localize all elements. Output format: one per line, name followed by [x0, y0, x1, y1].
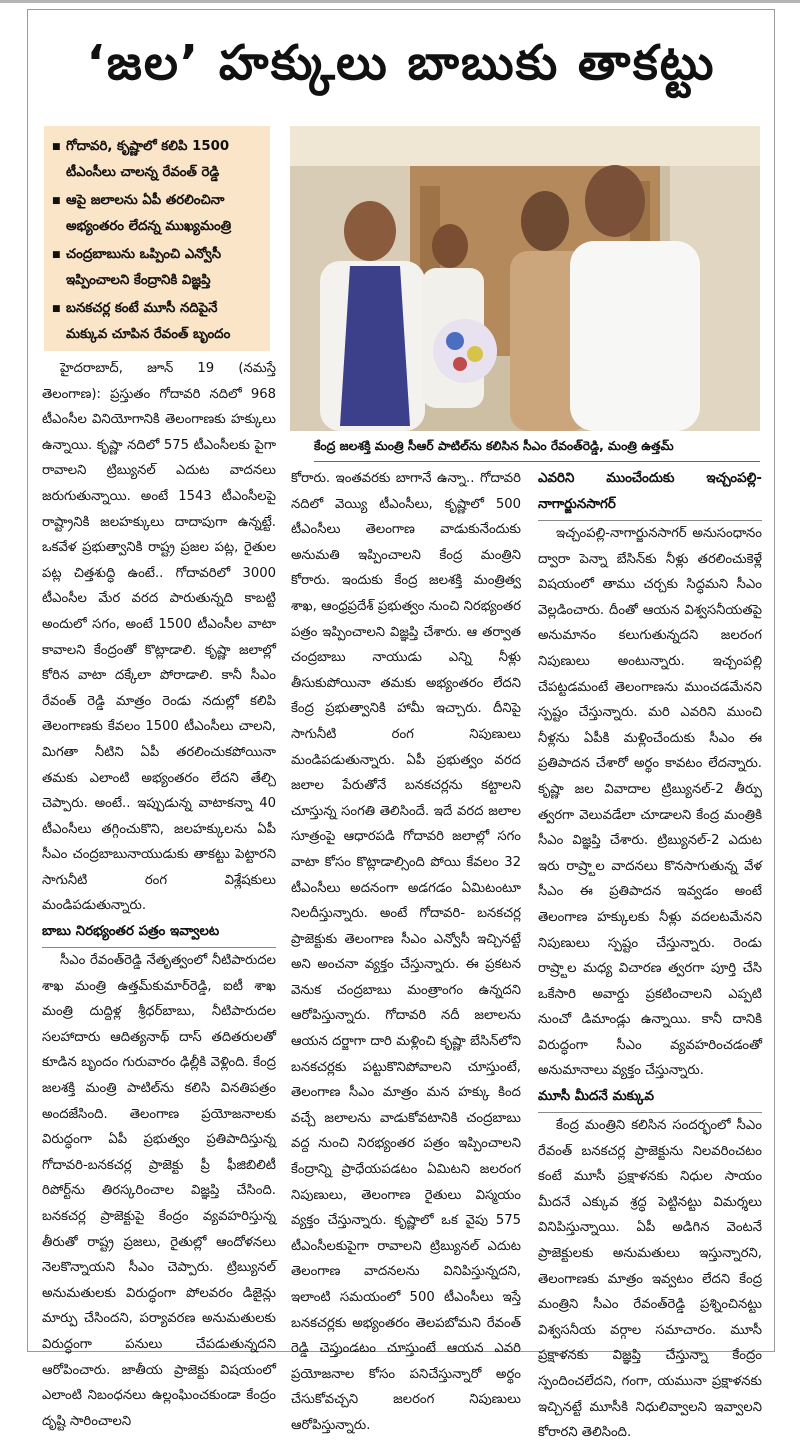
highlight-item: ■ గోదావరి, కృష్ణాలో కలిపి 1500 టీఎంసీలు చాలన్న రేవంత్ రెడ్డి [52, 134, 262, 186]
paragraph: సీఎం రేవంత్‌రెడ్డి నేతృత్వంలో నీటిపారుదల శాఖ మంత్రి ఉత్తమ్‌కుమార్‌రెడ్డి, ఐటీ శాఖ మంత్రి దుద్దిళ్ల శ్రీధర్‌బాబు, నీటిపారుదల సలహాదారు ఆదిత్యనాథ్ దాస్ తదితరులతో కూడిన బృందం గురువారం ఢిల్లీకి వెళ్లింది. కేంద్ర జలశక్తి మంత్రి పాటిల్‌ను కలిసి వినతిపత్రం అందజేసింది. తెలంగాణ ప్రయోజనాలకు విరుద్ధంగా ఏపీ ప్రభుత్వం ప్రతిపాదిస్తున్న గోదావరి-బనకచర్ల ప్రాజెక్టు ప్రీ ఫీజిబిలిటీ రిపోర్ట్‌ను తిరస్కరించాల విజ్ఞప్తి చేసింది. బనకచర్ల ప్రాజెక్టుపై కేంద్రం వ్యవహరిస్తున్న తీరుతో రాష్ట్ర ప్రజలు, రైతుల్లో ఆందోళనలు నెలకొన్నాయని సీఎం చెప్పారు. ట్రిబ్యునల్ అనుమతులకు విరుద్ధంగా పోలవరం డిజైన్లు మార్పు చేసిందని, పర్యావరణ అనుమతులకు విరుద్ధంగా పనులు చేపడుతున్నదని ఆరోపించారు. జాతీయ ప్రాజెక్టు విషయంలో ఎలాంటి నిబంధనలు ఉల్లంఘించకుండా కేంద్రం దృష్టి సారించాలని [42, 953, 276, 1429]
photo-illustration [290, 126, 760, 431]
news-photo [290, 126, 760, 431]
subheading: మూసీ మీదనే మక్కువ [538, 1084, 762, 1113]
highlight-item: ■ చంద్రబాబును ఒప్పించి ఎన్వోసీ ఇప్పించాలని కేంద్రానికి విజ్ఞప్తి [52, 242, 262, 294]
highlights-box [44, 126, 270, 351]
top-rule [0, 0, 800, 3]
subheading: బాబు నిరభ్యంతర పత్రం ఇవ్వాలట [42, 919, 276, 948]
paragraph [42, 356, 276, 919]
paragraph: కోరారు. ఇంతవరకు బాగానే ఉన్నా.. గోదావరి నదిలో వెయ్యి టీఎంసీలు, కృష్ణాలో 500 టీఎంసీలు తెలంగాణ వాడుకునేందుకు అనుమతి ఇప్పించాలని కేంద్ర మంత్రిని కోరారు. ఇందుకు కేంద్ర జలశక్తి మంత్రిత్వ శాఖ, ఆంధ్రప్రదేశ్ ప్రభుత్వం నుంచి నిరభ్యంతర పత్రం ఇప్పించాలని విజ్ఞప్తి చేశారు. ఆ తర్వాత చంద్రబాబు నాయుడు ఎన్ని నీళ్లు తీసుకుపోయినా తమకు అభ్యంతరం లేదని కేంద్ర ప్రభుత్వానికి హామీ ఇచ్చారు. దీనిపై సాగునీటి రంగ నిపుణులు మండిపడుతున్నారు. ఏపీ ప్రభుత్వం వరద జలాల పేరుతోనే బనకచర్లను కట్టాలని చూస్తున్న సంగతి తెలిసిందే. ఇదే వరద జలాల సూత్రంపై ఆధారపడి గోదావరి జలాల్లో సగం వాటా కోసం కొట్లాడాల్సింది పోయి కేవలం 32 టీఎంసీలు అదనంగా అడగడం ఏమిటంటూ నిలదీస్తున్నారు. అంటే గోదావరి- బనకచర్ల ప్రాజెక్టుకు తెలంగాణ సీఎం ఎన్వోసీ ఇచ్చినట్టే అని అంచనా వ్యక్తం చేస్తున్నారు. ఈ ప్రకటన వెనుక చంద్రబాబు మంత్రాంగం ఉన్నదని ఆరోపిస్తున్నారు. గోదావరి నదీ జలాలను ఆయన దర్జాగా దారి మళ్లించి కృష్ణా బేసిన్‌లోని బనకచర్లకు పట్టుకొనిపోవాలని చూస్తుంటే, తెలంగాణ సీఎం మాత్రం మన హక్కు కింద వచ్చే జలాలను వాడుకోవటానికి చంద్రబాబు వద్ద నుంచి నిరభ్యంతర పత్రం ఇప్పించాలని కేంద్రాన్ని ప్రాధేయపడటం ఏమిటని జలరంగ నిపుణులు, తెలంగాణ రైతులు విస్మయం వ్యక్తం చేస్తున్నారు. కృష్ణాలో ఒక వైపు 575 టీఎంసీలకుపైగా రావాలని ట్రిబ్యునల్ ఎదుట తెలంగాణ వాదనలను వినిపిస్తున్నదని, ఇలాంటి సమయంలో 500 టీఎంసీలు ఇస్తే బనకచర్లకు అభ్యంతరం తెలపబోమని రేవంత్ రెడ్డి చెప్తుండటం చూస్తుంటే ఆయన ఎవరి ప్రయోజనాల కోసం పనిచేస్తున్నారో అర్థం చేసుకోవచ్చని జలరంగ నిపుణులు ఆరోపిస్తున్నారు. [291, 471, 521, 1433]
article-column-2 [291, 466, 521, 1439]
paragraph: కేంద్ర మంత్రిని కలిసిన సందర్భంలో సీఎం రేవంత్ బనకచర్ల ప్రాజెక్టును నిలవరించటం కంటే మూసీ ప్రక్షాళనకు నిధుల సాయం మీదనే ఎక్కువ శ్రద్ధ పెట్టినట్టు విమర్శలు వినిపిస్తున్నాయి. ఏపీ అడిగిన వెంటనే ప్రాజెక్టులకు అనుమతులు ఇస్తున్నారని, తెలంగాణకు మాత్రం ఇవ్వటం లేదని కేంద్ర మంత్రిని సీఎం రేవంత్‌రెడ్డి ప్రశ్నించినట్టు విశ్వసనీయ వర్గాల సమాచారం. మూసీ ప్రక్షాళనకు విజ్ఞప్తి చేస్తున్నా కేంద్రం స్పందించలేదని, గంగా, యమునా ప్రక్షాళనకు ఇచ్చినట్టే మూసీకి నిధులివ్వాలని ఇవ్వాలని కోరారని తెలిసింది. [538, 1118, 762, 1441]
dateline: హైదరాబాద్, జూన్ 19 (నమస్తే తెలంగాణ): [42, 361, 276, 402]
paragraph-text: ప్రస్తుతం గోదావరి నదిలో 968 టీఎంసీల వినియోగానికి తెలంగాణకు హక్కులు ఉన్నాయి. కృష్ణా నదిలో 575 టీఎంసీలకు పైగా రావాలని ట్రిబ్యునల్ ఎదుట వాదనలు జరుగుతున్నాయి. అంటే 1543 టీఎంసీలపై రాష్ట్రానికి జలహక్కులు దాదాపుగా ఉన్నట్టే. ఒకవేళ ప్రభుత్వానికి రాష్ట్ర ప్రజల పట్ల, రైతుల పట్ల చిత్తశుద్ధి ఉంటే.. గోదావరిలో 3000 టీఎంసీల మేర వరద పారుతున్నది కాబట్టి అందులో సగం, అంటే 1500 టీఎంసీల వాటా కావాలని కేంద్రంతో కొట్లాడాలి. కృష్ణా జలాల్లో కోరిన వాటా దక్కేలా పోరాడాలి. కానీ సీఎం రేవంత్ రెడ్డి మాత్రం రెండు నదుల్లో కలిపి తెలంగాణకు కేవలం 1500 టీఎంసీలు చాలని, మిగతా నీటిని ఏపీ తరలించుకపోయినా తమకు ఎలాంటి అభ్యంతరం లేదని తేల్చి చెప్పారు. అంటే.. ఇప్పుడున్న వాటాకన్నా 40 టీఎంసీలు తగ్గించుకొని, జలహక్కులను ఏపీ సీఎం చంద్రబాబునాయుడుకు తాకట్టు పెట్టారని సాగునీటి రంగ విశ్లేషకులు మండిపడుతున్నారు. [42, 386, 276, 914]
paragraph: ఇచ్చంపల్లి-నాగార్జునసాగర్ అనుసంధానం ద్వారా పెన్నా బేసిన్‌కు నీళ్లు తరలించుకెళ్లే విషయంలో తాము చర్చకు సిద్ధమని సీఎం వెల్లడించారు. దీంతో ఆయన విశ్వసనీయతపై అనుమానం కలుగుతున్నదని జలరంగ నిపుణులు అంటున్నారు. ఇచ్చంపల్లి చేపట్టడమంటే తెలంగాణను ముంచడమేనని స్పష్టం చేస్తున్నారు. మరి ఎవరిని ముంచి నీళ్లను ఏపీకి మళ్లించేందుకు సీఎం ఈ ప్రతిపాదన చేశారో అర్థం కావటం లేదన్నారు. కృష్ణా జల వివాదాల ట్రిబ్యునల్-2 తీర్పు త్వరగా వెలువడేలా చూడాలని కేంద్ర మంత్రికి సీఎం విజ్ఞప్తి చేశారు. ట్రిబ్యునల్-2 ఎదుట ఇరు రాష్ర్టాల వాదనలు కొనసాగుతున్న వేళ సీఎం ఈ ప్రతిపాదన ఇవ్వడం అంటే తెలంగాణ హక్కులకు నీళ్లు వదలటమేనని నిపుణులు స్పష్టం చేస్తున్నారు. రెండు రాష్ర్టాల మధ్య విచారణ త్వరగా పూర్తి చేసి ఒకేసారి అవార్డు ప్రకటించాలని ఎప్పటి నుంచో డిమాండ్లు ఉన్నాయి. కానీ దానికి విరుద్ధంగా సీఎం వ్యవహరించడంతో అనుమానాలు వ్యక్తం చేస్తున్నారు. [538, 526, 762, 1079]
photo-caption: కేంద్ర జలశక్తి మంత్రి సీఆర్ పాటిల్‌ను కలిసిన సీఎం రేవంత్‌రెడ్డి, మంత్రి ఉత్తమ్ [314, 431, 760, 462]
article-column-3 [538, 466, 762, 1446]
headline: ‘జల’ హక్కులు బాబుకు తాకట్టు [86, 35, 716, 91]
highlight-item: ■ ఆపై జలాలను ఏపీ తరలించినా అభ్యంతరం లేదన్న ముఖ్యమంత్రి [52, 188, 262, 240]
article-column-1 [42, 356, 276, 1434]
highlight-item: ■ బనకచర్ల కంటే మూసీ నదిపైనే మక్కువ చూపిన రేవంత్ బృందం [52, 296, 262, 348]
subheading: ఎవరిని ముంచేందుకు ఇచ్చంపల్లి-నాగార్జునసాగర్ [538, 466, 762, 521]
